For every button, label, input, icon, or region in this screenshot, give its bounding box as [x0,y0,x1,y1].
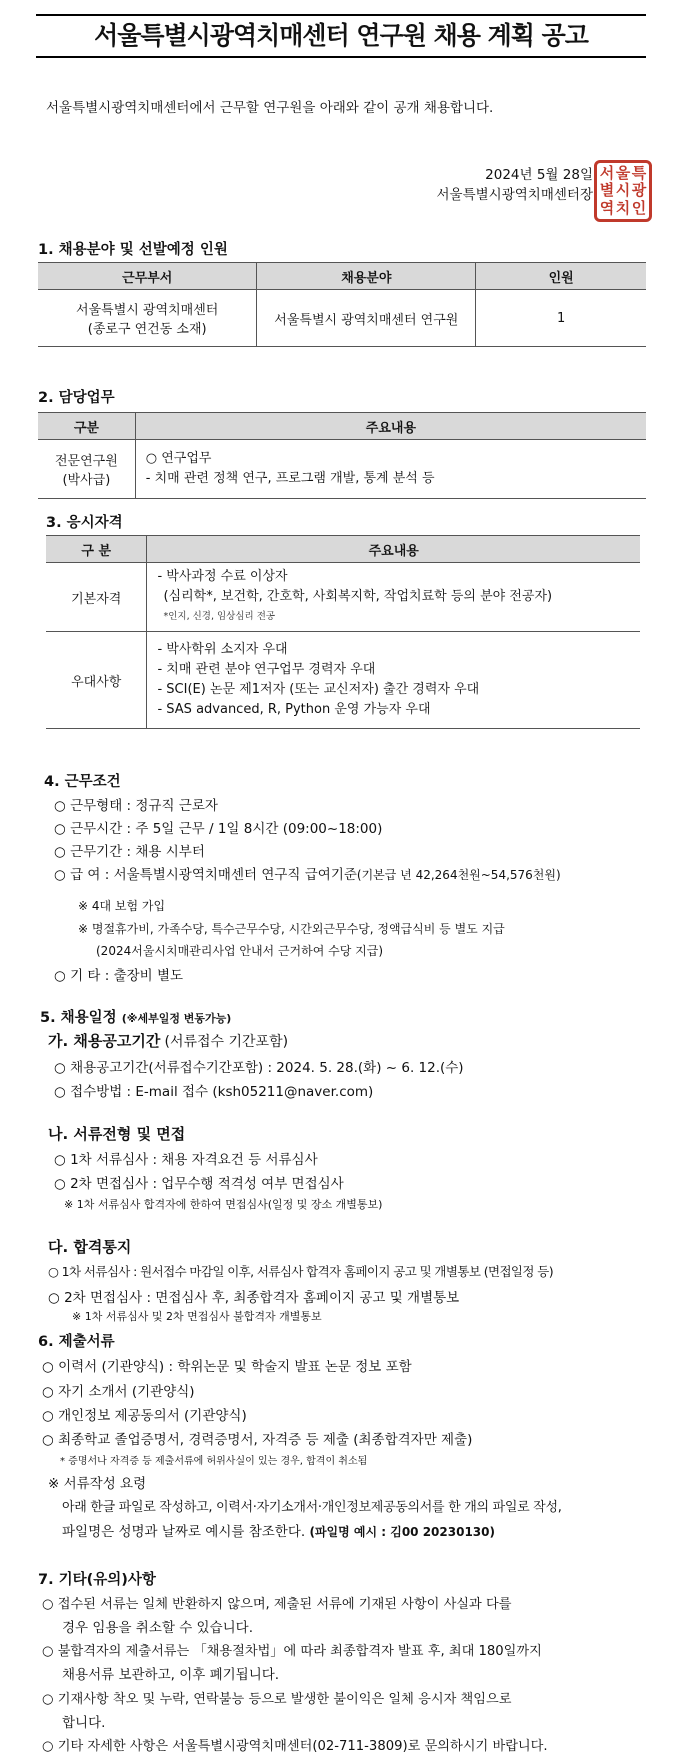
writing-guide-line: 아래 한글 파일로 작성하고, 이력서·자기소개서·개인정보제공동의서를 한 개의 파일로 작성, [62,1500,562,1515]
section-2-heading: 2. 담당업무 [38,390,115,406]
document-line: ○ 최종학교 졸업증명서, 경력증명서, 자격증 등 제출 (최종합격자만 제출) [42,1432,473,1448]
schedule-note: (※세부일정 변동가능) [121,1012,232,1025]
preferred-line: - SCI(E) 논문 제1저자 (또는 교신저자) 출간 경력자 우대 [157,682,480,697]
col-header-dept: 근무부서 [38,263,257,290]
salary-range: (기본급 년 42,264천원~54,576천원) [356,868,561,882]
condition-line: ○ 기 타 : 출장비 별도 [54,968,184,984]
category-level: (박사급) [62,473,111,488]
col-header-content: 주요내용 [135,413,646,440]
duty-line: - 치매 관련 정책 연구, 프로그램 개발, 통계 분석 등 [145,471,435,486]
schedule-line: ○ 채용공고기간(서류접수기간포함) : 2024. 5. 28.(화) ~ 6. 12.(수) [54,1060,464,1076]
qualifications-table [46,535,640,729]
basic-label: 기본자격 [46,563,147,632]
document-line: ○ 개인정보 제공동의서 (기관양식) [42,1408,247,1424]
basic-cell [147,563,640,632]
section-4-heading: 4. 근무조건 [44,774,121,790]
salary-line [54,863,561,883]
col-header-count: 인원 [476,263,646,290]
issuer-name: 서울특별시광역치매센터장 [436,187,593,203]
condition-line: ○ 근무시간 : 주 5일 근무 / 1일 8시간 (09:00~18:00) [54,821,383,837]
duty-line: ○ 연구업무 [145,451,212,466]
section-3-heading: 3. 응시자격 [46,515,123,531]
condition-note: (2024서울시치매관리사업 안내서 근거하여 수당 지급) [96,944,384,958]
col-header-category: 구분 [38,413,135,440]
recruitment-table [38,262,646,347]
dept-cell [38,290,257,347]
qualification-line: (심리학*, 보건학, 간호학, 사회복지학, 작업치료학 등의 분야 전공자) [163,589,553,604]
screening-line: ○ 1차 서류심사 : 채용 자격요건 등 서류심사 [54,1152,318,1168]
duties-cell [135,440,646,499]
dept-name: 서울특별시 광역치매센터 [76,303,219,318]
category-name: 전문연구원 [54,454,118,469]
subsection-na: 나. 서류전형 및 면접 [48,1125,186,1143]
notice-line: ○ 불합격자의 제출서류는 「채용절차법」에 따라 최종합격자 발표 후, 최대 180일까지 [42,1644,542,1659]
notification-line: ○ 2차 면접심사 : 면접심사 후, 최종합격자 홈페이지 공고 및 개별통보 [48,1290,460,1306]
official-seal: 서 울 특 별 시 광 역 치 인 [594,160,652,222]
dept-location: (종로구 연건동 소재) [87,322,207,337]
subsection-note: (서류접수 기간포함) [164,1034,289,1050]
condition-note: ※ 명절휴가비, 가족수당, 특수근무수당, 시간외근무수당, 정액급식비 등 별도 지급 [78,922,505,936]
preferred-label: 우대사항 [46,632,147,729]
writing-guide-title: ※ 서류작성 요령 [48,1476,147,1492]
screening-note: ※ 1차 서류심사 합격자에 한하여 면접심사(일정 및 장소 개별통보) [64,1198,383,1211]
salary-label: ○ 급 여 : 서울특별시광역치매센터 연구직 급여기준 [54,867,357,883]
col-header-category: 구 분 [46,536,147,563]
qualification-note: *인지, 신경, 임상심리 전공 [163,611,276,622]
subsection-da: 다. 합격통지 [48,1238,132,1256]
preferred-line: - SAS advanced, R, Python 운영 가능자 우대 [157,702,431,717]
count-cell: 1 [476,290,646,347]
notice-line-cont: 채용서류 보관하고, 이후 폐기됩니다. [62,1667,280,1683]
intro-text: 서울특별시광역치매센터에서 근무할 연구원을 아래와 같이 공개 채용합니다. [46,100,494,116]
notification-line: ○ 1차 서류심사 : 원서접수 마감일 이후, 서류심사 합격자 홈페이지 공고 및 개별통보 (면접일정 등) [48,1264,554,1279]
notice-line-cont: 합니다. [62,1715,106,1731]
screening-line: ○ 2차 면접심사 : 업무수행 적격성 여부 면접심사 [54,1176,344,1192]
condition-note: ※ 4대 보험 가입 [78,899,166,913]
field-cell: 서울특별시 광역치매센터 연구원 [257,290,476,347]
filename-example: (파일명 예시 : 김00 20230130) [309,1525,495,1539]
document-line: ○ 자기 소개서 (기관양식) [42,1384,195,1400]
writing-guide-line: 파일명은 성명과 날짜로 예시를 참조한다. (파일명 예시 : 김00 20230130) [62,1524,495,1540]
col-header-content: 주요내용 [147,536,640,563]
preferred-line: - 치매 관련 분야 연구업무 경력자 우대 [157,662,376,677]
announcement-date: 2024년 5월 28일 [485,167,593,183]
category-cell [38,440,135,499]
condition-line: ○ 근무형태 : 정규직 근로자 [54,798,218,814]
document-line: ○ 이력서 (기관양식) : 학위논문 및 학술지 발표 논문 정보 포함 [42,1359,412,1375]
notification-note: ※ 1차 서류심사 및 2차 면접심사 불합격자 개별통보 [72,1310,322,1323]
condition-line: ○ 근무기간 : 채용 시부터 [54,844,205,860]
notice-line: ○ 접수된 서류는 일체 반환하지 않으며, 제출된 서류에 기재된 사항이 사실과 다를 [42,1597,512,1612]
qualification-line: - 박사과정 수료 이상자 [157,569,288,584]
section-5-heading: 5. 채용일정 (※세부일정 변동가능) [40,1010,232,1026]
notice-line-cont: 경우 임용을 취소할 수 있습니다. [62,1620,253,1636]
subsection-ga: 가. 채용공고기간 (서류접수 기간포함) [48,1032,289,1050]
document-note: * 증명서나 자격증 등 제출서류에 허위사실이 있는 경우, 합격이 취소됨 [60,1456,368,1467]
preferred-cell [147,632,640,729]
notice-line: ○ 기타 자세한 사항은 서울특별시광역치매센터(02-711-3809)로 문의하시기 바랍니다. [42,1739,548,1754]
section-7-heading: 7. 기타(유의)사항 [38,1572,156,1588]
schedule-line: ○ 접수방법 : E-mail 접수 (ksh05211@naver.com) [54,1084,374,1100]
duties-table [38,412,646,499]
notice-line: ○ 기재사항 착오 및 누락, 연락불능 등으로 발생한 불이익은 일체 응시자 책임으로 [42,1692,512,1707]
col-header-field: 채용분야 [257,263,476,290]
section-6-heading: 6. 제출서류 [38,1334,115,1350]
section-1-heading: 1. 채용분야 및 선발예정 인원 [38,242,228,258]
page-title: 서울특별시광역치매센터 연구원 채용 계획 공고 [36,14,646,58]
preferred-line: - 박사학위 소지자 우대 [157,642,288,657]
